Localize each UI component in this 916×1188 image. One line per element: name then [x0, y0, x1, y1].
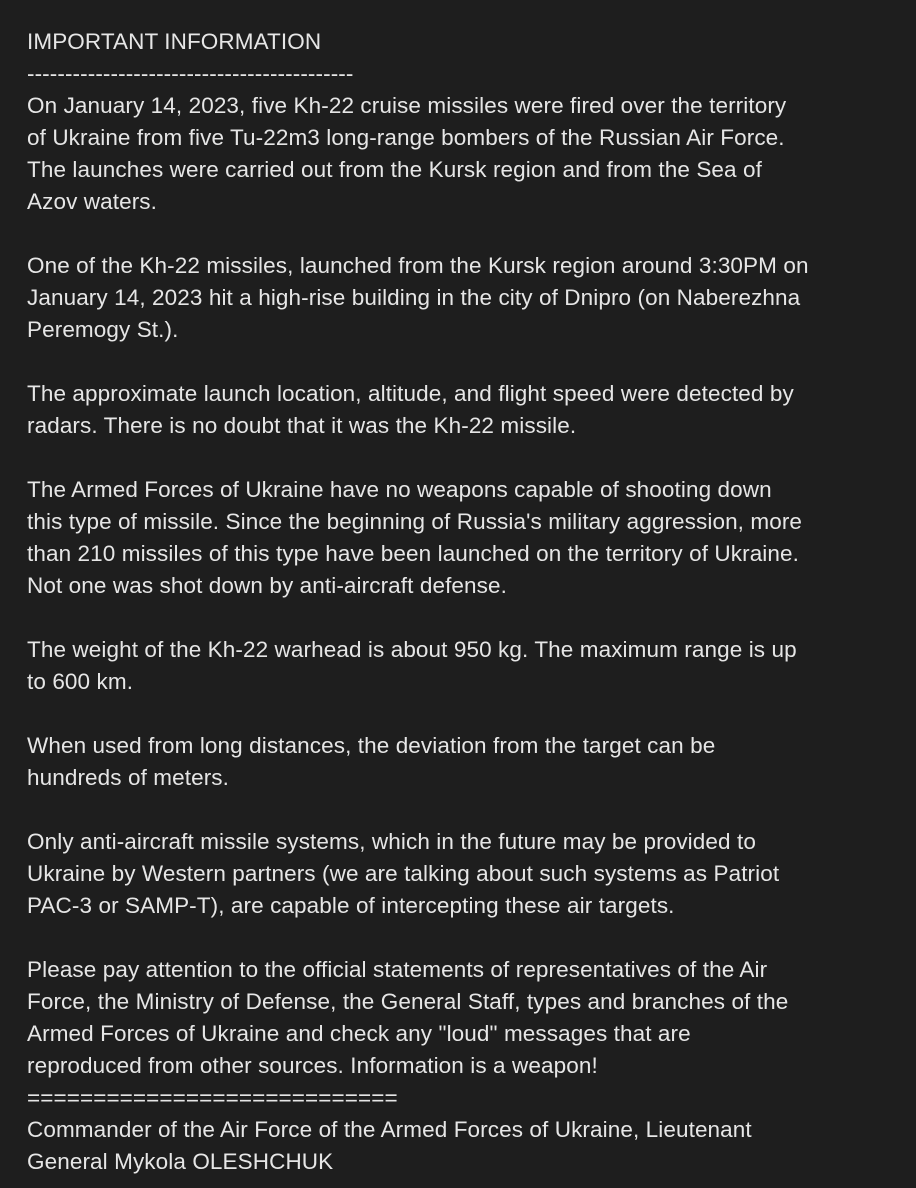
paragraph-official-statements — [27, 954, 907, 1082]
paragraph-gap — [27, 602, 907, 634]
signature-line: Commander of the Air Force of the Armed Forces of Ukraine, Lieutenant — [27, 1117, 752, 1142]
paragraph-radar-detection — [27, 378, 907, 442]
paragraph-line: than 210 missiles of this type have been launched on the territory of Ukraine. — [27, 541, 799, 566]
paragraph-line: One of the Kh-22 missiles, launched from the Kursk region around 3:30PM on — [27, 253, 809, 278]
paragraph-interception-systems — [27, 826, 907, 922]
separator-top: ------------------------------------------- — [27, 61, 354, 86]
paragraph-line: Only anti-aircraft missile systems, which in the future may be provided to — [27, 829, 756, 854]
paragraph-line: reproduced from other sources. Information is a weapon! — [27, 1053, 598, 1078]
paragraph-line: hundreds of meters. — [27, 765, 230, 790]
paragraph-line: PAC-3 or SAMP-T), are capable of intercepting these air targets. — [27, 893, 675, 918]
message-title: IMPORTANT INFORMATION — [27, 29, 322, 54]
paragraph-line: Not one was shot down by anti-aircraft defense. — [27, 573, 507, 598]
paragraph-line: radars. There is no doubt that it was the Kh-22 missile. — [27, 413, 577, 438]
paragraph-warhead-specs — [27, 634, 907, 698]
paragraph-line: The weight of the Kh-22 warhead is about 950 kg. The maximum range is up — [27, 637, 797, 662]
paragraph-line: The launches were carried out from the Kursk region and from the Sea of — [27, 157, 762, 182]
paragraph-line: Force, the Ministry of Defense, the General Staff, types and branches of the — [27, 989, 789, 1014]
paragraph-gap — [27, 922, 907, 954]
paragraph-launch-info — [27, 90, 907, 218]
signature — [27, 1114, 907, 1178]
paragraph-gap — [27, 698, 907, 730]
paragraph-gap — [27, 794, 907, 826]
paragraph-line: of Ukraine from five Tu-22m3 long-range bombers of the Russian Air Force. — [27, 125, 785, 150]
signature-line: General Mykola OLESHCHUK — [27, 1149, 334, 1174]
paragraph-line: this type of missile. Since the beginning of Russia's military aggression, more — [27, 509, 803, 534]
paragraph-line: Ukraine by Western partners (we are talking about such systems as Patriot — [27, 861, 780, 886]
paragraph-line: to 600 km. — [27, 669, 134, 694]
paragraph-gap — [27, 346, 907, 378]
paragraph-line: When used from long distances, the deviation from the target can be — [27, 733, 716, 758]
paragraph-line: Armed Forces of Ukraine and check any "loud" messages that are — [27, 1021, 691, 1046]
paragraph-gap — [27, 442, 907, 474]
paragraph-line: Azov waters. — [27, 189, 157, 214]
paragraph-line: January 14, 2023 hit a high-rise building in the city of Dnipro (on Naberezhna — [27, 285, 801, 310]
paragraph-dnipro-strike — [27, 250, 907, 346]
separator-bottom: ============================ — [27, 1085, 398, 1110]
paragraph-deviation — [27, 730, 907, 794]
paragraph-line: The approximate launch location, altitude, and flight speed were detected by — [27, 381, 794, 406]
paragraph-line: On January 14, 2023, five Kh-22 cruise missiles were fired over the territory — [27, 93, 787, 118]
paragraph-line: Peremogy St.). — [27, 317, 179, 342]
message-body — [27, 26, 907, 1178]
paragraph-gap — [27, 218, 907, 250]
paragraph-defense-capability — [27, 474, 907, 602]
paragraph-line: The Armed Forces of Ukraine have no weapons capable of shooting down — [27, 477, 772, 502]
paragraph-line: Please pay attention to the official statements of representatives of the Air — [27, 957, 768, 982]
